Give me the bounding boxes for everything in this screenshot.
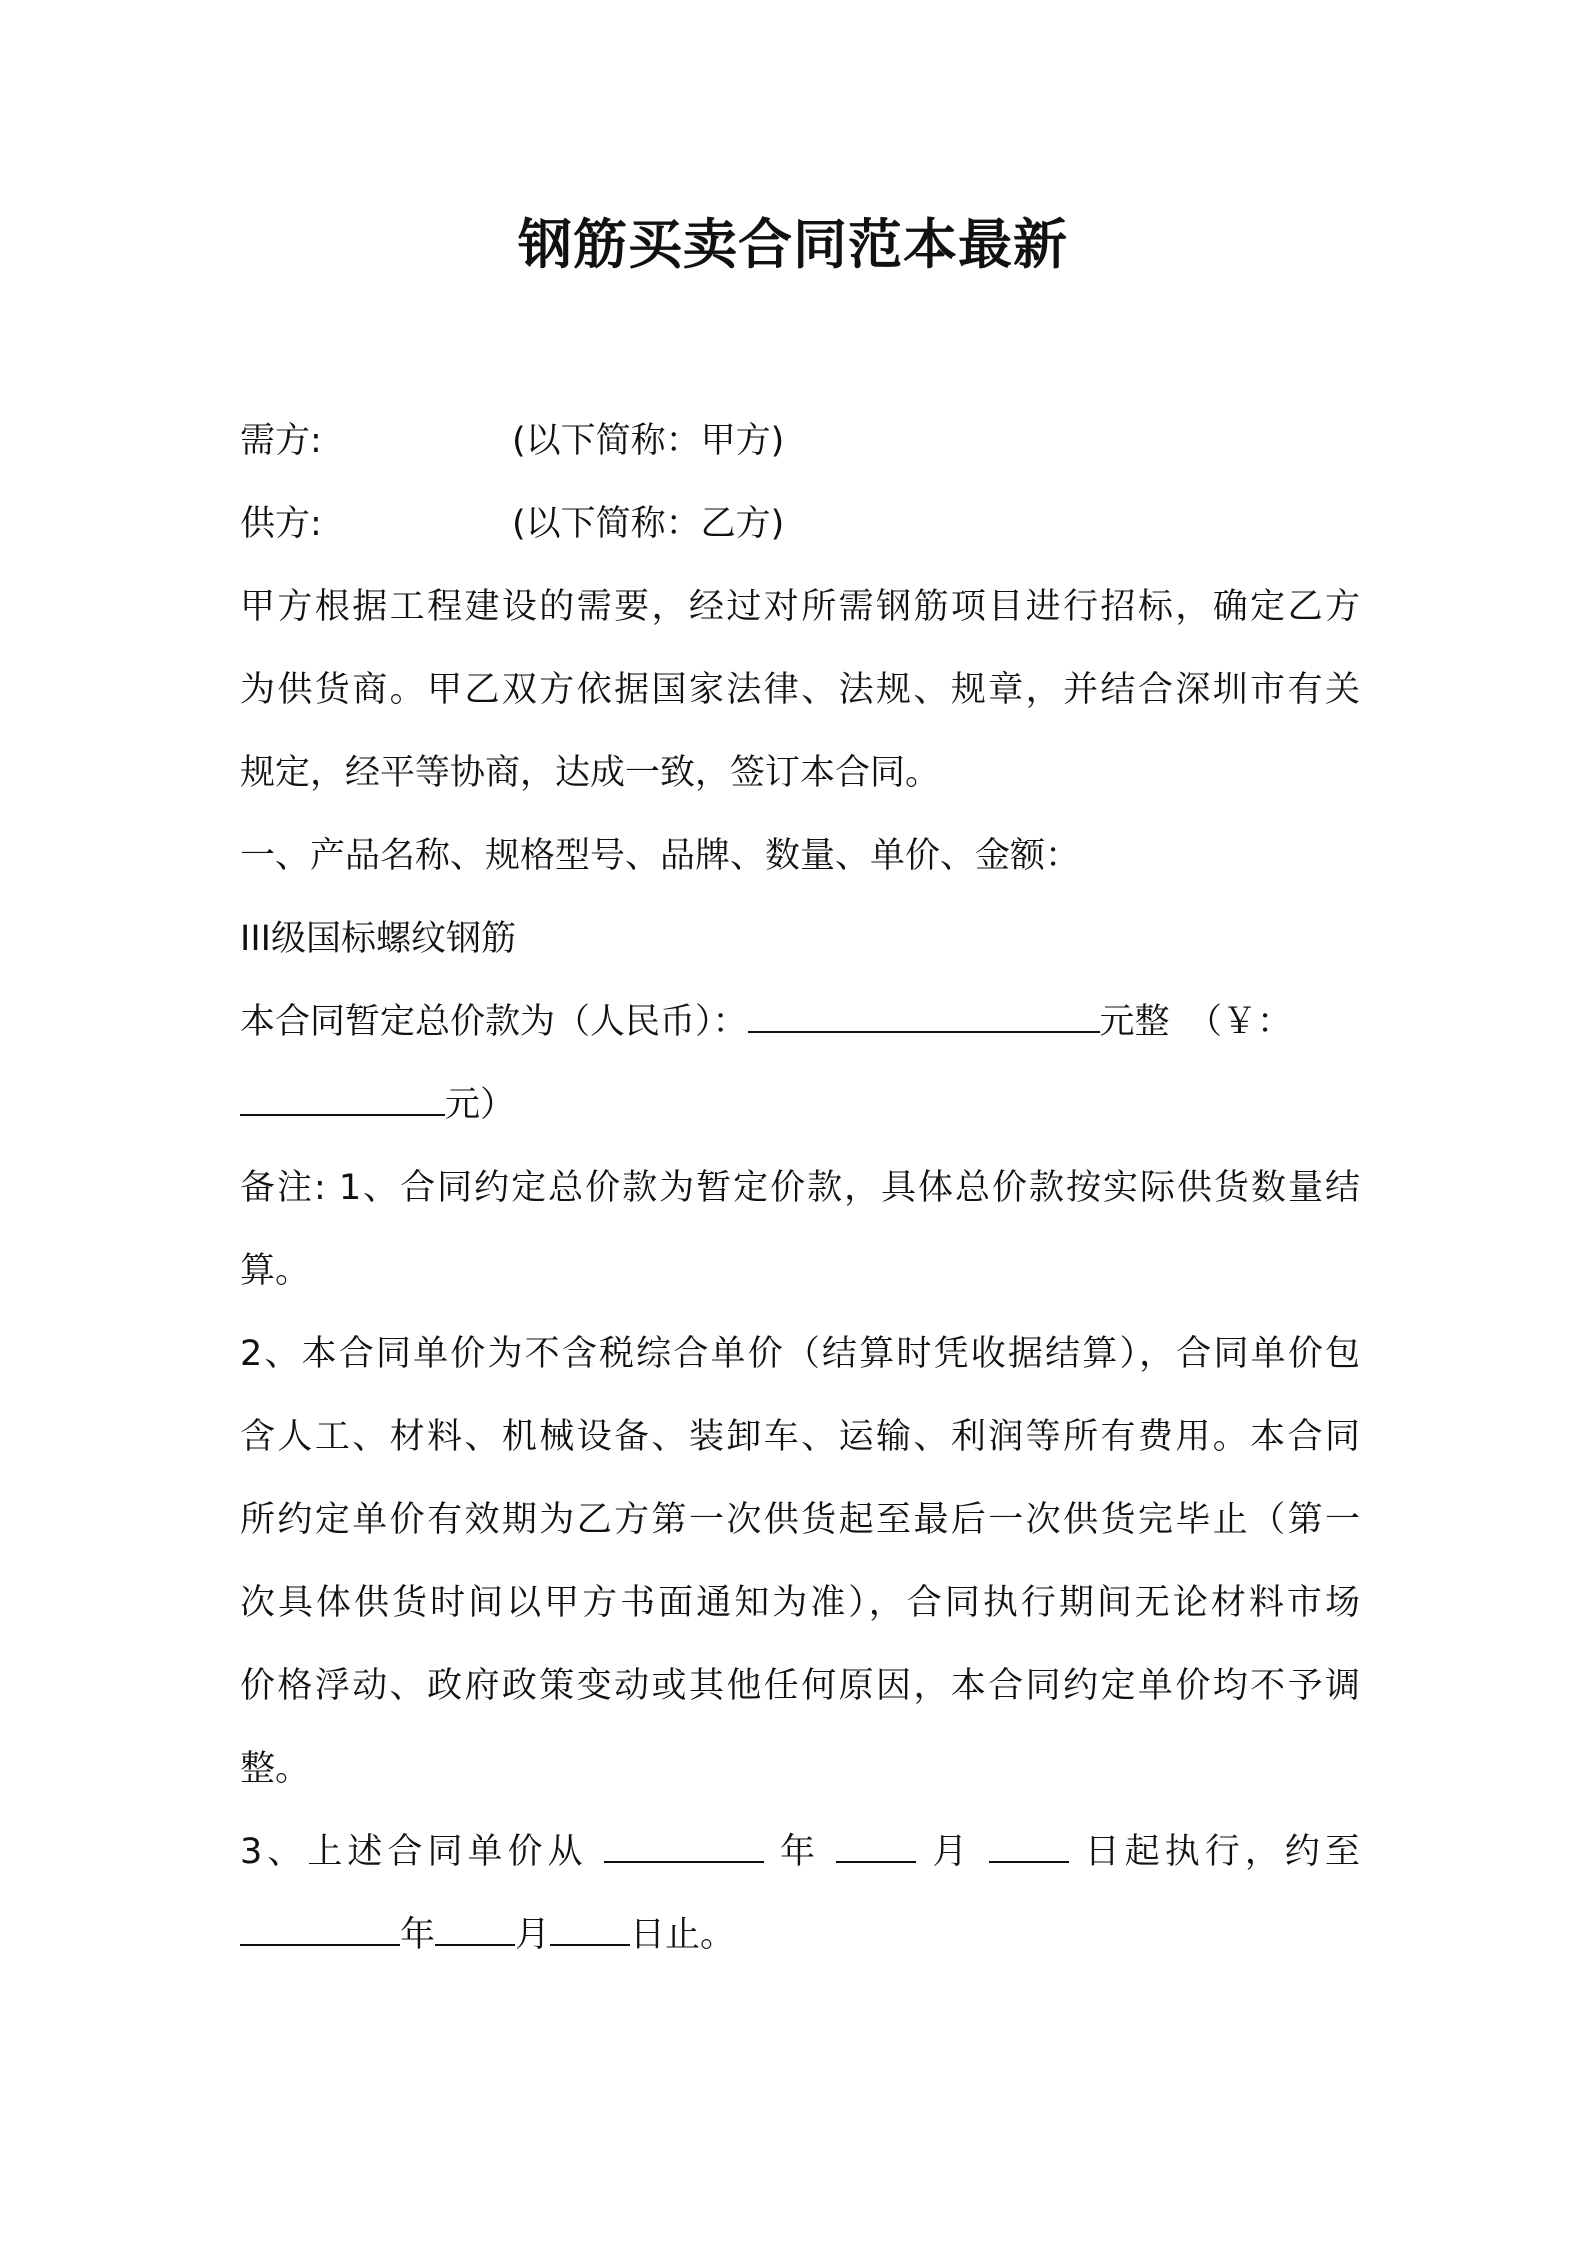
intro-line-2: 为供货商。甲乙双方依据国家法律、法规、规章，并结合深圳市有关 bbox=[240, 670, 1360, 710]
note2-line-1: 2、本合同单价为不含税综合单价（结算时凭收据结算），合同单价包 bbox=[240, 1334, 1360, 1374]
buyer-line bbox=[240, 400, 1360, 483]
product-name: III级国标螺纹钢筋 bbox=[240, 919, 516, 959]
price-prefix: 本合同暂定总价款为（人民币）： bbox=[240, 1002, 748, 1042]
end-year-label: 年 bbox=[400, 1915, 436, 1955]
price-line2-suffix: 元） bbox=[445, 1085, 516, 1125]
start-year-label: 年 bbox=[779, 1832, 820, 1872]
note3-prefix: 3、上述合同单价从 bbox=[240, 1832, 588, 1872]
buyer-note: (以下简称：甲方) bbox=[512, 421, 785, 461]
note2-line-6: 整。 bbox=[240, 1749, 311, 1789]
start-month-blank[interactable] bbox=[836, 1831, 916, 1863]
note2-line-4: 次具体供货时间以甲方书面通知为准），合同执行期间无论材料市场 bbox=[240, 1583, 1360, 1623]
document-body bbox=[240, 400, 1360, 1977]
end-year-blank[interactable] bbox=[240, 1914, 400, 1946]
section1-heading: 一、产品名称、规格型号、品牌、数量、单价、金额： bbox=[240, 836, 1081, 876]
note1-line-2: 算。 bbox=[240, 1251, 311, 1291]
intro-line-1: 甲方根据工程建设的需要，经过对所需钢筋项目进行招标，确定乙方 bbox=[240, 587, 1360, 627]
seller-line bbox=[240, 483, 1360, 566]
seller-label: 供方: bbox=[240, 504, 322, 544]
note3-line-2 bbox=[240, 1894, 1360, 1977]
note2-line-5: 价格浮动、政府政策变动或其他任何原因，本合同约定单价均不予调 bbox=[240, 1666, 1360, 1706]
price-amount-blank[interactable] bbox=[748, 1001, 1100, 1033]
note2-line-2: 含人工、材料、机械设备、装卸车、运输、利润等所有费用。本合同 bbox=[240, 1417, 1360, 1457]
seller-note: (以下简称：乙方) bbox=[512, 504, 785, 544]
end-month-blank[interactable] bbox=[435, 1914, 515, 1946]
end-month-label: 月 bbox=[515, 1915, 551, 1955]
price-line-1 bbox=[240, 981, 1360, 1064]
start-day-blank[interactable] bbox=[989, 1831, 1069, 1863]
start-month-label: 月 bbox=[932, 1832, 973, 1872]
note1-line-1: 备注: 1、合同约定总价款为暂定价款，具体总价款按实际供货数量结 bbox=[240, 1168, 1360, 1208]
note2-line-3: 所约定单价有效期为乙方第一次供货起至最后一次供货完毕止（第一 bbox=[240, 1500, 1360, 1540]
end-day-blank[interactable] bbox=[550, 1914, 630, 1946]
buyer-label: 需方: bbox=[240, 421, 322, 461]
intro-line-3: 规定，经平等协商，达成一致，签订本合同。 bbox=[240, 753, 941, 793]
end-day-label: 日止。 bbox=[630, 1915, 736, 1955]
start-day-label: 日起执行，约至 bbox=[1084, 1832, 1360, 1872]
price-line-2 bbox=[240, 1064, 1360, 1147]
price-yuan-blank[interactable] bbox=[240, 1084, 445, 1116]
price-suffix: 元整 （￥： bbox=[1099, 1002, 1293, 1042]
note3-line-1 bbox=[240, 1811, 1360, 1894]
start-year-blank[interactable] bbox=[604, 1831, 764, 1863]
document-title: 钢筋买卖合同范本最新 bbox=[518, 213, 1068, 276]
